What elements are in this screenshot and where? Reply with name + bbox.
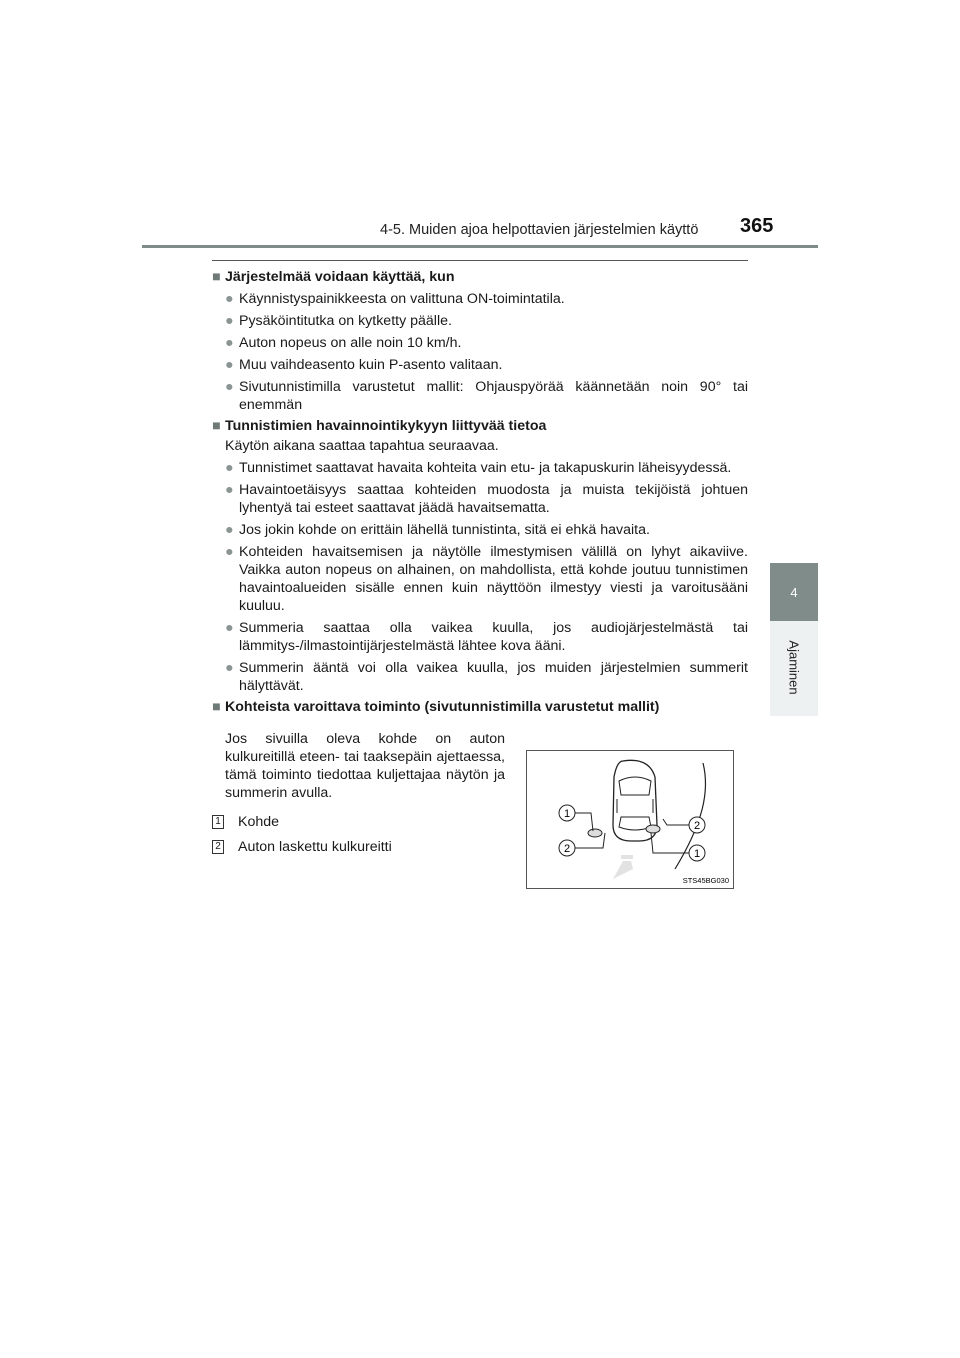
reference-item bbox=[212, 813, 279, 831]
figure-code: STS45BG030 bbox=[682, 876, 729, 885]
dot-bullet-icon: ● bbox=[225, 335, 234, 351]
list-item: ● Jos jokin kohde on erittäin lähellä tunnistinta, sitä ei ehkä havaita. bbox=[225, 522, 650, 538]
section-heading: ■ Järjestelmää voidaan käyttää, kun bbox=[212, 269, 455, 285]
list-item: ● Käynnistyspainikkeesta on valittuna ON-toimintatila. bbox=[225, 291, 565, 307]
section-heading: ■ Kohteista varoittava toiminto (sivutunnistimilla varustetut mallit) bbox=[212, 699, 660, 715]
section-intro: Käytön aikana saattaa tapahtua seuraavaa. bbox=[225, 438, 499, 454]
chapter-tab[interactable] bbox=[770, 563, 818, 621]
list-item: ● Summeria saattaa olla vaikea kuulla, jos audiojärjestelmästä tai lämmitys-/ilmastointijärjestelmästä lähtee kova ääni. bbox=[225, 620, 748, 654]
dot-bullet-icon: ● bbox=[225, 357, 234, 373]
side-sensor-left bbox=[588, 829, 602, 837]
dot-bullet-icon: ● bbox=[225, 379, 234, 395]
callout-line-1 bbox=[575, 813, 593, 831]
chapter-title: Ajaminen bbox=[786, 640, 802, 695]
square-bullet-icon: ■ bbox=[212, 418, 221, 434]
object-marker-stripe bbox=[621, 855, 633, 859]
dot-bullet-icon: ● bbox=[225, 291, 234, 307]
header-rule bbox=[142, 245, 818, 248]
list-item: ● Sivutunnistimilla varustetut mallit: Ohjauspyörää käännetään noin 90° tai enemmän bbox=[225, 379, 748, 413]
chapter-label bbox=[771, 630, 817, 705]
header-title: 4-5. Muiden ajoa helpottavien järjestelmien käyttö bbox=[380, 222, 699, 238]
dot-bullet-icon: ● bbox=[225, 544, 234, 560]
car-sensor-illustration bbox=[527, 751, 733, 888]
list-item: ● Summerin ääntä voi olla vaikea kuulla, jos muiden järjestelmien summerit hälyttävät. bbox=[225, 660, 748, 694]
list-item: ● Kohteiden havaitsemisen ja näytölle ilmestymisen välillä on lyhyt aikaviive. Vaikka auton nopeus on alhainen, on mahdollista, että kohde joutuu tunnistimen havaintoalueiden sisälle ennen kuin näyttöön ilmestyy viesti ja varoitusääni kuuluu. bbox=[225, 544, 748, 614]
content-rule bbox=[212, 260, 748, 261]
list-item: ● Muu vaihdeasento kuin P-asento valitaan. bbox=[225, 357, 503, 373]
page-number: 365 bbox=[740, 215, 774, 237]
callout-3-label: 2 bbox=[693, 820, 701, 832]
diagram-figure bbox=[526, 750, 734, 889]
dot-bullet-icon: ● bbox=[225, 482, 234, 498]
section-body: Jos sivuilla oleva kohde on auton kulkureitillä eteen- tai taaksepäin ajettaessa, tämä toiminto tiedottaa kuljettajaa näytön ja summerin avulla. bbox=[225, 731, 505, 801]
chapter-number: 4 bbox=[790, 585, 798, 600]
callout-line-3 bbox=[663, 819, 689, 825]
dot-bullet-icon: ● bbox=[225, 522, 234, 538]
reference-label: Kohde bbox=[238, 814, 280, 830]
dot-bullet-icon: ● bbox=[225, 460, 234, 476]
list-item: ● Havaintoetäisyys saattaa kohteiden muodosta ja muista tekijöistä johtuen lyhentyä tai esteet saattavat jäädä havaitsematta. bbox=[225, 482, 748, 516]
car-windshield bbox=[619, 777, 651, 795]
reference-label: Auton laskettu kulkureitti bbox=[238, 839, 392, 855]
section-heading: ■ Tunnistimien havainnointikykyyn liittyvää tietoa bbox=[212, 418, 547, 434]
reference-number: 1 bbox=[212, 815, 224, 829]
square-bullet-icon: ■ bbox=[212, 269, 221, 285]
dot-bullet-icon: ● bbox=[225, 620, 234, 636]
side-sensor-right bbox=[646, 825, 660, 833]
callout-2-label: 2 bbox=[563, 843, 571, 855]
list-item: ● Pysäköintitutka on kytketty päälle. bbox=[225, 313, 452, 329]
callout-line-4 bbox=[651, 833, 689, 853]
dot-bullet-icon: ● bbox=[225, 660, 234, 676]
list-item: ● Auton nopeus on alle noin 10 km/h. bbox=[225, 335, 462, 351]
callout-1-label: 1 bbox=[563, 808, 571, 820]
list-item: ● Tunnistimet saattavat havaita kohteita vain etu- ja takapuskurin läheisyydessä. bbox=[225, 460, 732, 476]
reference-item bbox=[212, 838, 392, 856]
callout-4-label: 1 bbox=[693, 848, 701, 860]
square-bullet-icon: ■ bbox=[212, 699, 221, 715]
reference-number: 2 bbox=[212, 840, 224, 854]
dot-bullet-icon: ● bbox=[225, 313, 234, 329]
object-marker bbox=[613, 861, 633, 879]
